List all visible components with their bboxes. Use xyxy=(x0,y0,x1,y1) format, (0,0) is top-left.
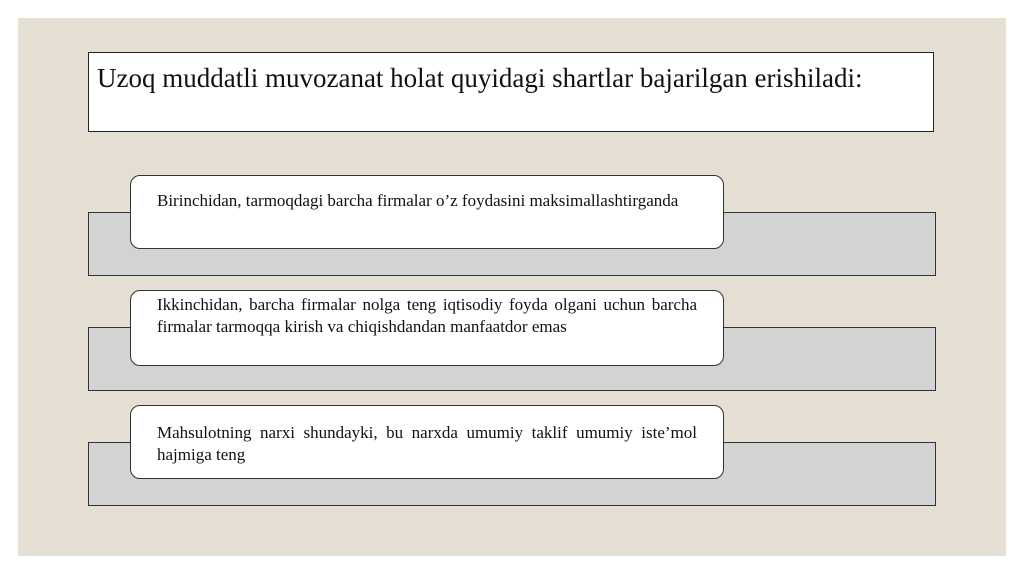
condition-card-1 xyxy=(130,175,724,249)
slide-title: Uzoq muddatli muvozanat holat quyidagi shartlar bajarilgan erishiladi: xyxy=(97,63,863,93)
condition-text-2: Ikkinchidan, barcha firmalar nolga teng iqtisodiy foyda olgani uchun barcha firmalar tarmoqqa kirish va chiqishdandan manfaatdor emas xyxy=(157,295,697,336)
condition-text-3: Mahsulotning narxi shundayki, bu narxda umumiy taklif umumiy iste’mol hajmiga teng xyxy=(157,423,697,464)
slide xyxy=(18,18,1006,556)
condition-text-1: Birinchidan, tarmoqdagi barcha firmalar o’z foydasini maksimallashtirganda xyxy=(157,191,679,210)
condition-card-2 xyxy=(130,290,724,366)
condition-card-3 xyxy=(130,405,724,479)
title-box xyxy=(88,52,934,132)
